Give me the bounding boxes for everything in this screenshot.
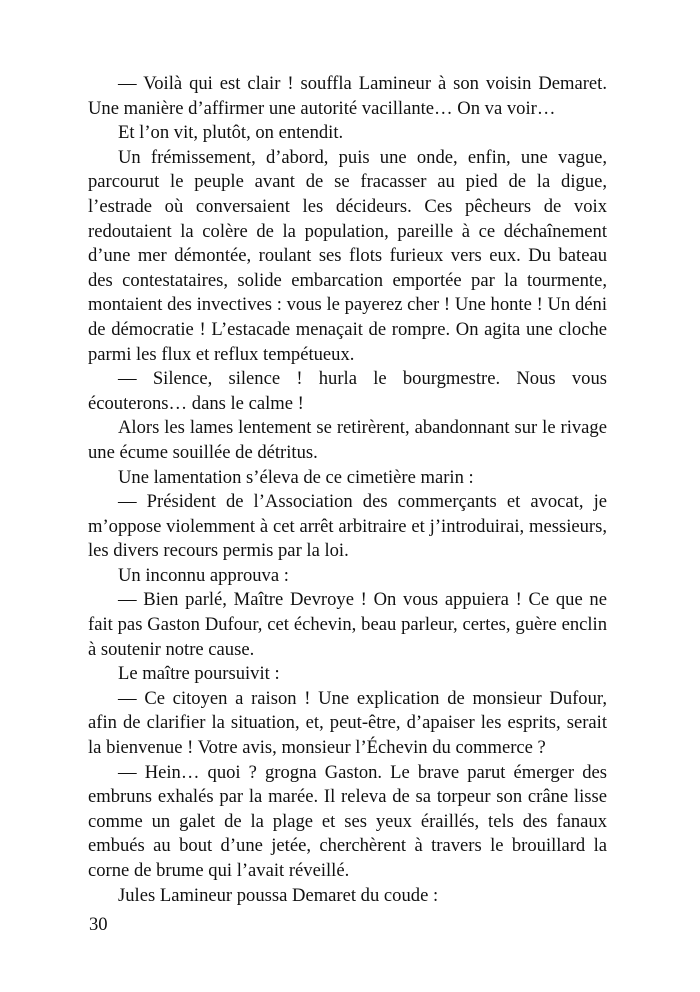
paragraph-3: Un frémissement, d’abord, puis une onde, enfin, une vague, parcourut le peuple avant de se fracasser au pied de la digue, l’estrade où conversaient les décideurs. Ces pêcheurs de voix redoutaient la colère de la population, pareille à ce déchaînement d’une mer démontée, roulant ses flots furieux vers eux. Du bateau des contestataires, solide embarcation emportée par la tourmente, montaient des invectives : vous le payerez cher ! Une honte ! Un déni de démocratie ! L’estacade menaçait de rompre. On agita une cloche parmi les flux et reflux tempétueux. bbox=[88, 146, 607, 365]
paragraph-4: — Silence, silence ! hurla le bourgmestre. Nous vous écouterons… dans le calme ! bbox=[88, 368, 607, 414]
paragraph-1: — Voilà qui est clair ! souffla Lamineur à son voisin Demaret. Une manière d’affirmer une autorité vacillante… On va voir… bbox=[88, 73, 607, 119]
paragraph-11: — Ce citoyen a raison ! Une explication de monsieur Dufour, afin de clarifier la situation, et, peut-être, d’apaiser les esprits, serait la bienvenue ! Votre avis, monsieur l’Échevin du commerce ? bbox=[88, 687, 607, 759]
paragraph-6: Une lamentation s’éleva de ce cimetière marin : bbox=[118, 466, 474, 488]
paragraph-2: Et l’on vit, plutôt, on entendit. bbox=[118, 122, 344, 144]
paragraph-8: Un inconnu approuva : bbox=[118, 564, 289, 586]
paragraph-9: — Bien parlé, Maître Devroye ! On vous appuiera ! Ce que ne fait pas Gaston Dufour, cet échevin, beau parleur, certes, guère enclin à soutenir notre cause. bbox=[88, 589, 607, 660]
page-number: 30 bbox=[89, 914, 108, 935]
paragraph-10: Le maître poursuivit : bbox=[118, 663, 280, 685]
paragraph-13: Jules Lamineur poussa Demaret du coude : bbox=[118, 884, 439, 906]
page-body bbox=[88, 72, 607, 908]
paragraph-5: Alors les lames lentement se retirèrent, abandonnant sur le rivage une écume souillée de détritus. bbox=[88, 417, 607, 463]
paragraph-12: — Hein… quoi ? grogna Gaston. Le brave parut émerger des embruns exhalés par la marée. Il releva de sa torpeur son crâne lisse comme un galet de la plage et ses yeux éraillés, tels des fanaux embués au bout d’une jetée, cherchèrent à travers le brouillard la corne de brume qui l’avait réveillé. bbox=[88, 761, 607, 881]
paragraph-7: — Président de l’Association des commerçants et avocat, je m’oppose violemment à cet arrêt arbitraire et j’introduirai, messieurs, les divers recours permis par la loi. bbox=[88, 491, 607, 562]
